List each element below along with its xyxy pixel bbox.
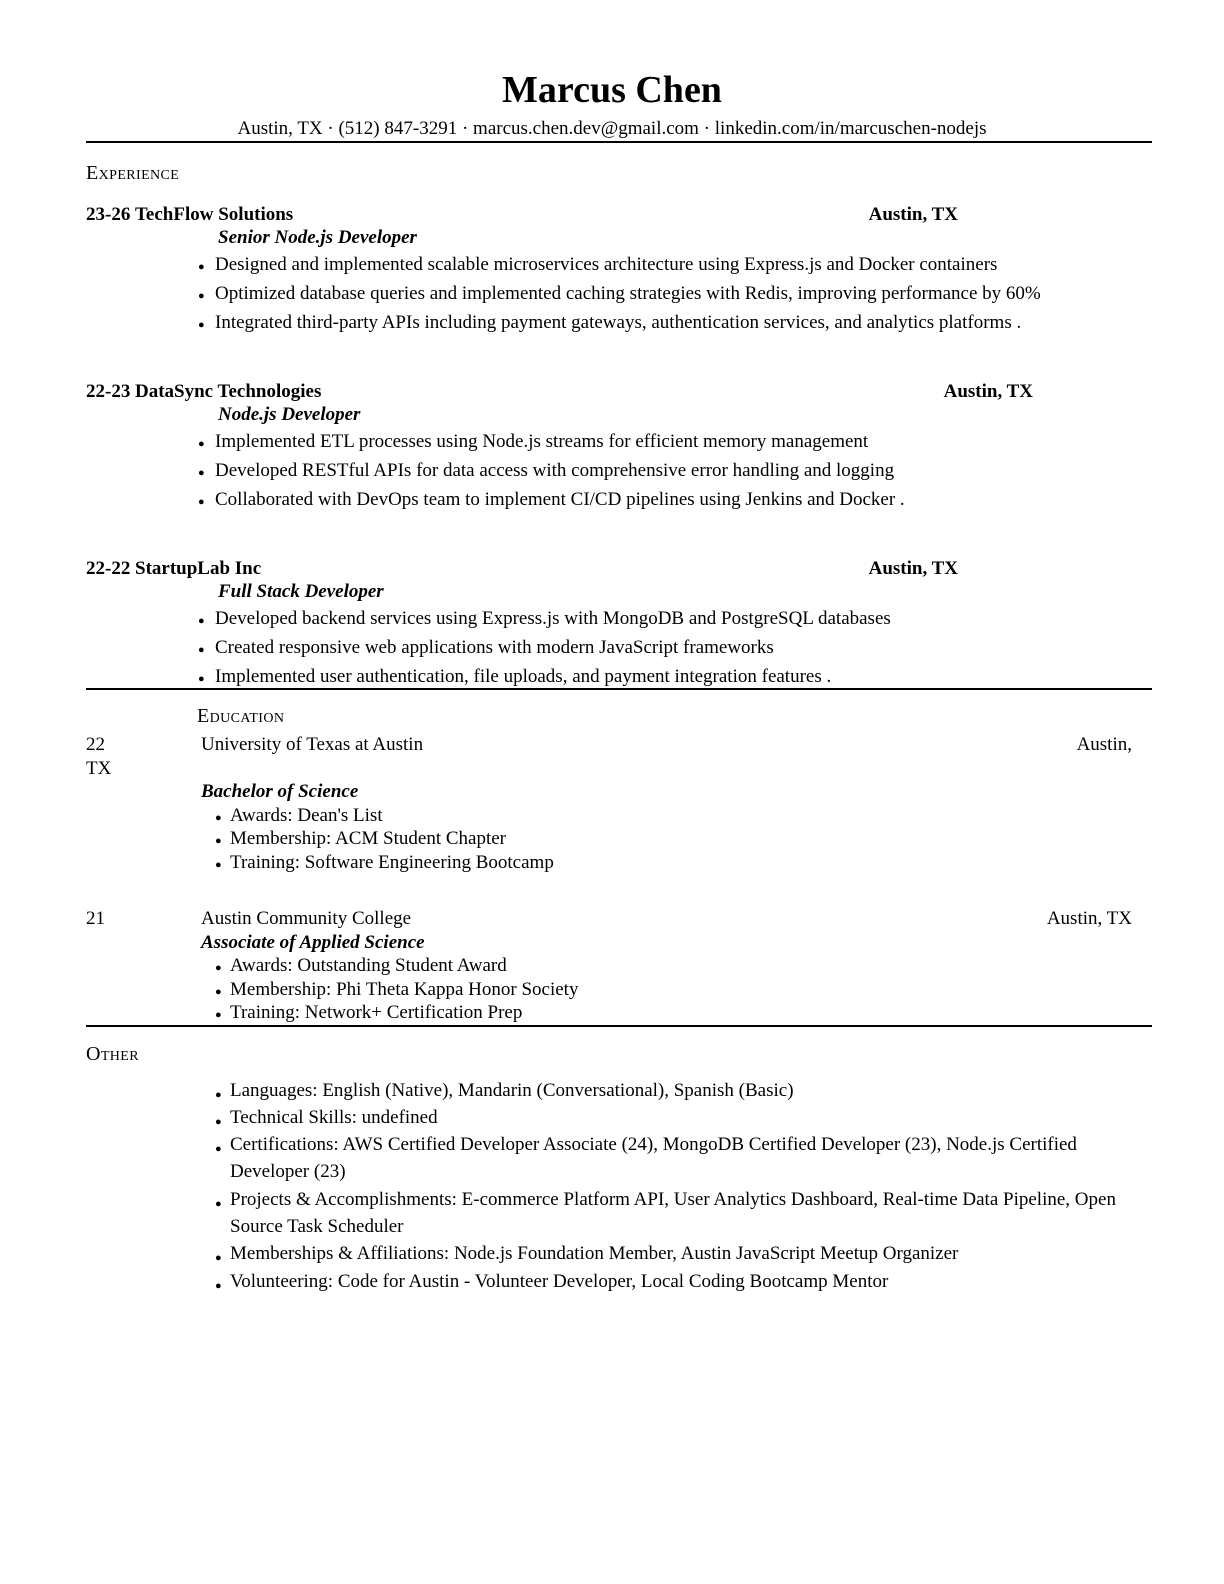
job-title: Node.js Developer — [218, 404, 361, 425]
section-heading-experience: Experience — [86, 162, 180, 184]
job-header — [86, 381, 1152, 403]
education-location: Austin, TX — [1046, 908, 1132, 929]
job-bullet: ● Implemented user authentication, file uploads, and payment integration features . — [86, 666, 1152, 688]
job-title: Senior Node.js Developer — [218, 227, 417, 248]
education-bullet: ● Awards: Outstanding Student Award — [86, 954, 1152, 978]
education-entry — [86, 733, 1152, 874]
education-entry — [86, 907, 1152, 1025]
other-bullet: ● Volunteering: Code for Austin - Volunteer Developer, Local Coding Bootcamp Mentor — [86, 1268, 1126, 1295]
experience-entry — [86, 558, 1152, 688]
resume-body — [86, 141, 1152, 1295]
job-bullet-list — [86, 254, 1152, 334]
job-location: Austin, TX — [943, 381, 1033, 402]
other-bullet: ● Projects & Accomplishments: E-commerce Platform API, User Analytics Dashboard, Real-time Data Pipeline, Open Source Task Scheduler — [86, 1186, 1126, 1241]
experience-entry — [86, 381, 1152, 511]
education-dates: 21 — [86, 908, 105, 929]
job-bullet-list — [86, 608, 1152, 688]
education-school-line — [86, 733, 1152, 757]
job-bullet: ● Created responsive web applications with modern JavaScript frameworks — [86, 637, 1152, 659]
job-bullet-list — [86, 431, 1152, 511]
job-bullet: ● Developed RESTful APIs for data access with comprehensive error handling and logging — [86, 460, 1152, 482]
section-heading-education: Education — [197, 705, 285, 727]
company-name: StartupLab Inc — [135, 558, 262, 579]
other-bullet: ● Languages: English (Native), Mandarin (Conversational), Spanish (Basic) — [86, 1077, 1126, 1104]
divider — [86, 1025, 1152, 1027]
job-dates: 23-26 — [86, 204, 131, 225]
job-bullet: ● Designed and implemented scalable microservices architecture using Express.js and Docker containers — [86, 254, 1152, 276]
job-bullet: ● Collaborated with DevOps team to implement CI/CD pipelines using Jenkins and Docker . — [86, 489, 1152, 511]
school-name: University of Texas at Austin — [201, 734, 424, 755]
job-bullet: ● Implemented ETL processes using Node.js streams for efficient memory management — [86, 431, 1152, 453]
education-bullet: ● Awards: Dean's List — [86, 804, 1152, 828]
company-name: TechFlow Solutions — [135, 204, 294, 225]
degree-title: Associate of Applied Science — [201, 931, 425, 953]
education-dates: 22 — [86, 734, 105, 755]
school-name: Austin Community College — [201, 908, 412, 929]
job-header — [86, 558, 1152, 580]
education-location-wrap: TX — [86, 757, 112, 779]
education-bullet-list — [86, 804, 1152, 875]
job-bullet: ● Optimized database queries and implemented caching strategies with Redis, improving performance by 60% — [86, 283, 1152, 305]
other-bullet-list — [86, 1077, 1152, 1295]
education-school-line — [86, 907, 1152, 931]
degree-title: Bachelor of Science — [201, 781, 359, 802]
education-bullet: ● Membership: ACM Student Chapter — [86, 827, 1152, 851]
education-bullet-list — [86, 954, 1152, 1025]
education-location: Austin, — [1076, 734, 1132, 755]
job-header — [86, 204, 1152, 226]
candidate-name: Marcus Chen — [502, 69, 722, 111]
experience-entry — [86, 204, 1152, 334]
contact-line: Austin, TX · (512) 847-3291 · marcus.chen.dev@gmail.com · linkedin.com/in/marcuschen-nodejs — [237, 118, 987, 139]
divider — [86, 688, 1152, 690]
divider — [86, 141, 1152, 143]
job-location: Austin, TX — [868, 204, 958, 225]
job-bullet: ● Developed backend services using Express.js with MongoDB and PostgreSQL databases — [86, 608, 1152, 630]
job-bullet: ● Integrated third-party APIs including payment gateways, authentication services, and analytics platforms . — [86, 312, 1152, 334]
company-name: DataSync Technologies — [135, 381, 322, 402]
other-bullet: ● Technical Skills: undefined — [86, 1104, 1126, 1131]
job-location: Austin, TX — [868, 558, 958, 579]
other-bullet: ● Memberships & Affiliations: Node.js Foundation Member, Austin JavaScript Meetup Organizer — [86, 1240, 1126, 1267]
section-heading-other: Other — [86, 1042, 139, 1065]
job-title: Full Stack Developer — [218, 581, 384, 602]
job-dates: 22-23 — [86, 381, 131, 402]
education-bullet: ● Training: Software Engineering Bootcamp — [86, 851, 1152, 875]
job-dates: 22-22 — [86, 558, 131, 579]
education-bullet: ● Membership: Phi Theta Kappa Honor Society — [86, 978, 1152, 1002]
education-bullet: ● Training: Network+ Certification Prep — [86, 1001, 1152, 1025]
other-bullet: ● Certifications: AWS Certified Developer Associate (24), MongoDB Certified Developer (23), Node.js Certified Developer (23) — [86, 1131, 1126, 1186]
